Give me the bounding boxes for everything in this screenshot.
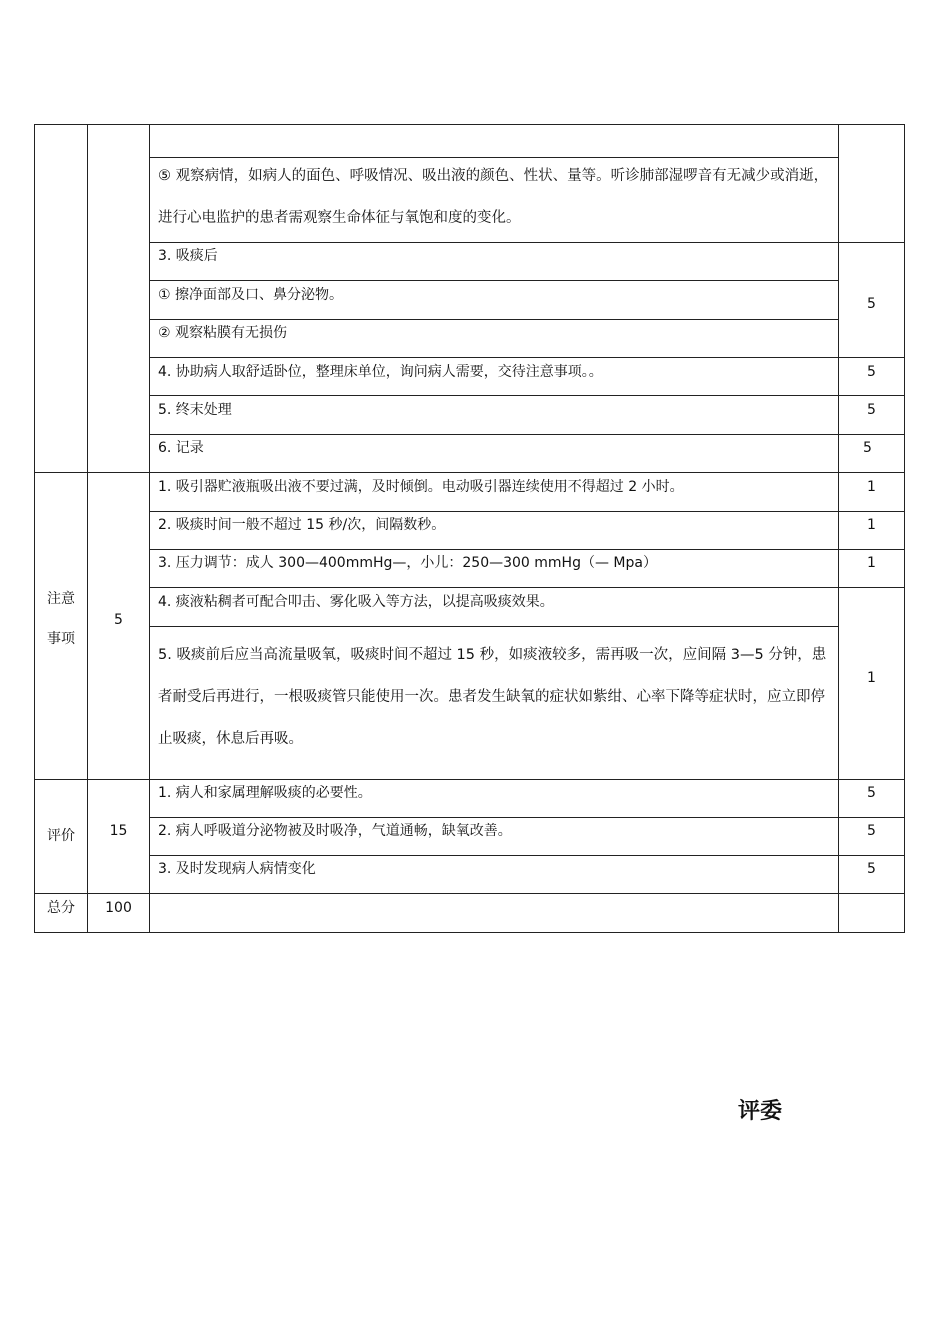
row-divider xyxy=(149,855,905,856)
precaution-item-5: 5. 吸痰前后应当高流量吸氧，吸痰时间不超过 15 秒，如痰液较多，需再吸一次，应间隔 3—5 分钟，患者耐受后再进行，一根吸痰管只能使用一次。患者发生缺氧的症状如紫绀、心率下降等症状时，应立即停止吸痰，休息后再吸。 xyxy=(158,647,827,747)
precaution-item-3-score: 1 xyxy=(867,555,876,571)
step5-text: 5. 终末处理 xyxy=(158,402,232,418)
precaution-item-1-score: 1 xyxy=(867,479,876,495)
row-divider xyxy=(149,280,838,281)
row-divider xyxy=(149,434,905,435)
evaluation-item-3: 3. 及时发现病人病情变化 xyxy=(158,861,316,877)
section-divider xyxy=(34,893,905,894)
precaution-item-2: 2. 吸痰时间一般不超过 15 秒/次，间隔数秒。 xyxy=(158,517,446,533)
section-divider xyxy=(34,472,905,473)
row-divider xyxy=(149,319,838,320)
section-divider xyxy=(34,779,905,780)
precautions-category-line-2: 事项 xyxy=(47,631,75,647)
evaluation-points: 15 xyxy=(109,823,128,839)
evaluation-item-2-score: 5 xyxy=(867,823,876,839)
row-divider xyxy=(149,395,905,396)
precaution-merged-score: 1 xyxy=(867,670,876,686)
precaution-item-1: 1. 吸引器贮液瓶吸出液不要过满，及时倾倒。电动吸引器连续使用不得超过 2 小时。 xyxy=(158,479,684,495)
precaution-item-3: 3. 压力调节：成人 300—400mmHg—，小儿：250—300 mmHg（— Mpa） xyxy=(158,555,657,571)
column-divider-1 xyxy=(87,124,88,933)
table-right-border xyxy=(904,124,905,933)
step5-score: 5 xyxy=(867,402,876,418)
step6-text: 6. 记录 xyxy=(158,440,204,456)
row-divider xyxy=(149,549,905,550)
step4-text: 4. 协助病人取舒适卧位，整理床单位，询问病人需要，交待注意事项。。 xyxy=(158,364,603,380)
step4-score: 5 xyxy=(867,364,876,380)
evaluation-category: 评价 xyxy=(47,828,75,844)
row-divider xyxy=(149,587,905,588)
column-divider-2 xyxy=(149,124,150,933)
judge-signature-label: 评委 xyxy=(738,1099,783,1124)
precaution-item-2-score: 1 xyxy=(867,517,876,533)
total-points: 100 xyxy=(105,900,132,916)
table-top-border xyxy=(34,124,905,125)
precaution-item-4: 4. 痰液粘稠者可配合叩击、雾化吸入等方法，以提高吸痰效果。 xyxy=(158,594,554,610)
total-label: 总分 xyxy=(47,900,75,916)
evaluation-item-3-score: 5 xyxy=(867,861,876,877)
step5-observation-text: ⑤ 观察病情，如病人的面色、呼吸情况、吸出液的颜色、性状、量等。听诊肺部湿啰音有无减少或消逝，进行心电监护的患者需观察生命体征与氧饱和度的变化。 xyxy=(158,168,829,226)
precautions-category-line-1: 注意 xyxy=(47,591,75,607)
evaluation-item-2: 2. 病人呼吸道分泌物被及时吸净，气道通畅，缺氧改善。 xyxy=(158,823,512,839)
table-bottom-border xyxy=(34,932,905,933)
row-divider xyxy=(149,242,905,243)
after-suction-item-2: ② 观察粘膜有无损伤 xyxy=(158,325,288,341)
precautions-points: 5 xyxy=(114,612,123,628)
evaluation-item-1: 1. 病人和家属理解吸痰的必要性。 xyxy=(158,785,372,801)
evaluation-item-1-score: 5 xyxy=(867,785,876,801)
row-divider xyxy=(149,357,905,358)
after-suction-score: 5 xyxy=(867,296,876,312)
step6-score: 5 xyxy=(863,440,872,456)
row-divider xyxy=(149,511,905,512)
after-suction-heading: 3. 吸痰后 xyxy=(158,248,218,264)
table-left-border xyxy=(34,124,35,933)
row-divider xyxy=(149,626,838,627)
row-divider xyxy=(149,817,905,818)
after-suction-item-1: ① 擦净面部及口、鼻分泌物。 xyxy=(158,287,344,303)
